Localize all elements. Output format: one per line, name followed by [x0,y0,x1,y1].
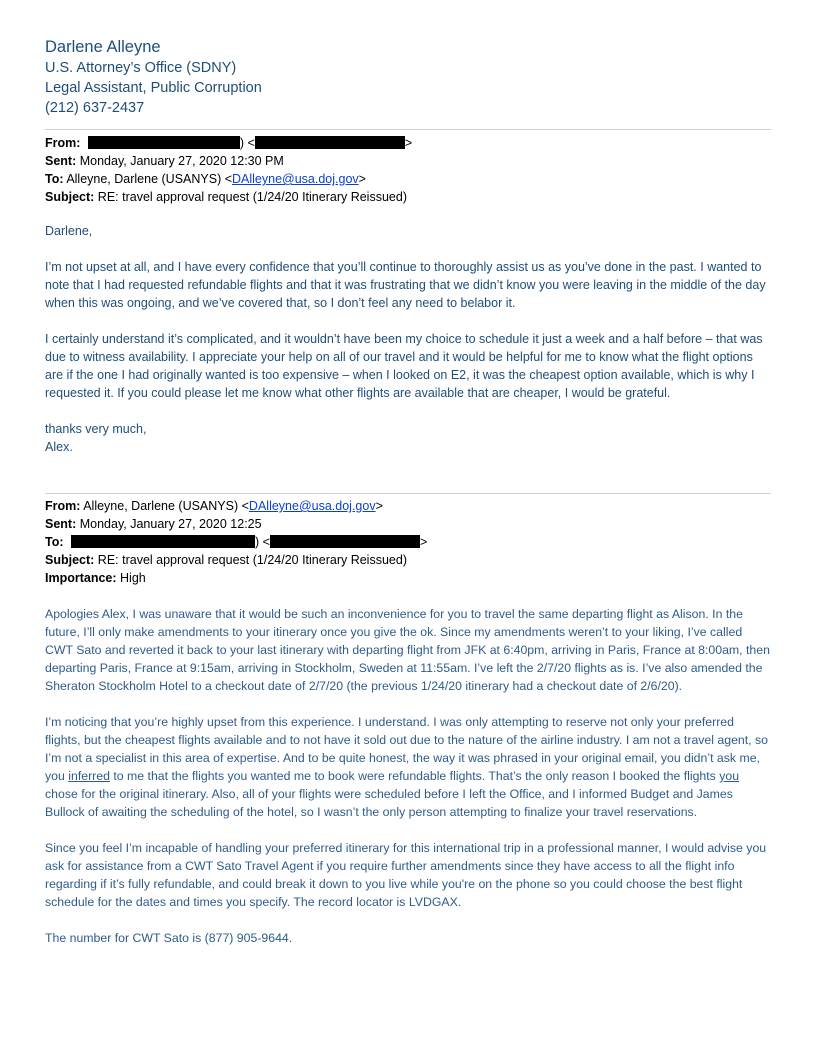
email-document [45,36,771,947]
importance-label: Importance: [45,571,117,585]
to-end: > [358,172,366,186]
to-email-link[interactable]: DAlleyne@usa.doj.gov [232,172,359,186]
sent-label: Sent: [45,517,77,531]
email2-header [45,497,771,587]
text-run: to me that the flights you wanted me to book were refundable flights. That’s the only reason I booked the flights [109,769,720,783]
signature-office: U.S. Attorney’s Office (SDNY) [45,60,237,76]
subject-label: Subject: [45,553,95,567]
from-label: From: [45,136,81,150]
signature-phone: (212) 637-2437 [45,100,145,116]
signature-role: Legal Assistant, Public Corruption [45,80,262,96]
from-email-link[interactable]: DAlleyne@usa.doj.gov [248,499,376,513]
from-name: Alleyne, Darlene (USANYS) < [83,499,249,513]
sent-label: Sent: [45,154,77,168]
to-name: Alleyne, Darlene (USANYS) < [66,172,233,186]
redaction-bar [71,535,255,548]
email2-to-line [45,533,771,551]
redaction-bar [88,136,240,149]
text-run: chose for the original itinerary. Also, all of your flights were scheduled before I left the Office, and I informed Budget and James Bullock of awaiting the scheduling of the hotel, so I wasn’t the only person attempting to finalize your travel reservations. [45,787,733,819]
signature-name: Darlene Alleyne [45,38,161,56]
subject-label: Subject: [45,190,95,204]
email2-importance-line [45,569,771,587]
email1-body [45,222,771,456]
from-separator: ) < [239,136,255,150]
email2-paragraph: Apologies Alex, I was unaware that it would be such an inconvenience for you to travel the same departing flight as Alison. In the future, I’ll only make amendments to your itinerary once you give the ok. Since my amendments weren’t to your liking, I’ve called CWT Sato and reverted it back to your last itinerary with departing flight from JFK at 6:40pm, arriving in Paris, France at 8:00am, then departing Paris, France at 9:15am, arriving in Stockholm, Sweden at 11:55am. I’ve left the 2/7/20 flights as is. I’ve also amended the Sheraton Stockholm Hotel to a checkout date of 2/7/20 (the previous 1/24/20 itinerary had a checkout date of 2/6/20). [45,607,770,693]
signature-block [45,36,771,118]
email2-subject-line [45,551,771,569]
email1-paragraph: I’m not upset at all, and I have every confidence that you’ll continue to thoroughly assist us as you’ve done in the past. I wanted to note that I had requested refundable flights and that it was frustrating that we didn’t know you were leaving in the middle of the day when this was ongoing, and we’ve covered that, so I don’t feel any need to belabor it. [45,260,766,310]
divider [45,493,771,494]
email1-greeting: Darlene, [45,224,93,238]
email1-to-line [45,170,771,188]
from-end: > [404,136,413,150]
email1-signoff: Alex. [45,440,73,454]
email2-from-line [45,497,771,515]
sent-value: Monday, January 27, 2020 12:25 [79,517,262,531]
email1-subject-line [45,188,771,206]
email1-paragraph: I certainly understand it’s complicated, and it wouldn’t have been my choice to schedule it just a week and a half before – that was due to witness availability. I appreciate your help on all of our travel and it would be helpful for me to know what the flight options are if the one I had originally wanted is too expensive – when I looked on E2, it was the cheapest option available, which is why I requested it. If you could please let me know what other flights are available that are cheaper, I would be grateful. [45,332,763,400]
subject-value: RE: travel approval request (1/24/20 Itinerary Reissued) [97,553,407,567]
email2-paragraph: The number for CWT Sato is (877) 905-9644. [45,931,293,945]
underlined-word: you [719,769,740,783]
sent-value: Monday, January 27, 2020 12:30 PM [79,154,284,168]
email1-sent-line [45,152,771,170]
email1-from-line [45,134,771,152]
email2-paragraph: Since you feel I’m incapable of handling your preferred itinerary for this international trip in a professional manner, I would advise you ask for assistance from a CWT Sato Travel Agent if you require further amendments since they have access to all the flight info regarding if it’s fully refundable, and could break it down to you live while you're on the phone so you could choose the best flight schedule for the dates and times you specify. The record locator is LVDGAX. [45,841,767,909]
to-label: To: [45,535,64,549]
to-end: > [419,535,428,549]
to-separator: ) < [255,535,270,549]
email1-closing: thanks very much, [45,422,147,436]
email2-paragraph [45,713,771,821]
redaction-bar [255,136,405,149]
email2-body [45,605,771,947]
underlined-word: inferred [68,769,110,783]
text-run: I’m noticing that you’re highly upset from this experience. I understand. I was only attempting to reserve not only your preferred flights, but the cheapest flights available and to not have it sold out due to the nature of the airline industry. I am not a travel agent, so I’m not a specialist in this area of expertise. And to be quite honest, the way it was phrased in your original email, you didn’t ask me, you [45,715,769,783]
from-end: > [375,499,383,513]
email2-sent-line [45,515,771,533]
from-label: From: [45,499,81,513]
email1-header [45,134,771,206]
divider [45,129,771,130]
importance-value: High [120,571,146,585]
subject-value: RE: travel approval request (1/24/20 Itinerary Reissued) [97,190,407,204]
to-label: To: [45,172,64,186]
redaction-bar [270,535,420,548]
